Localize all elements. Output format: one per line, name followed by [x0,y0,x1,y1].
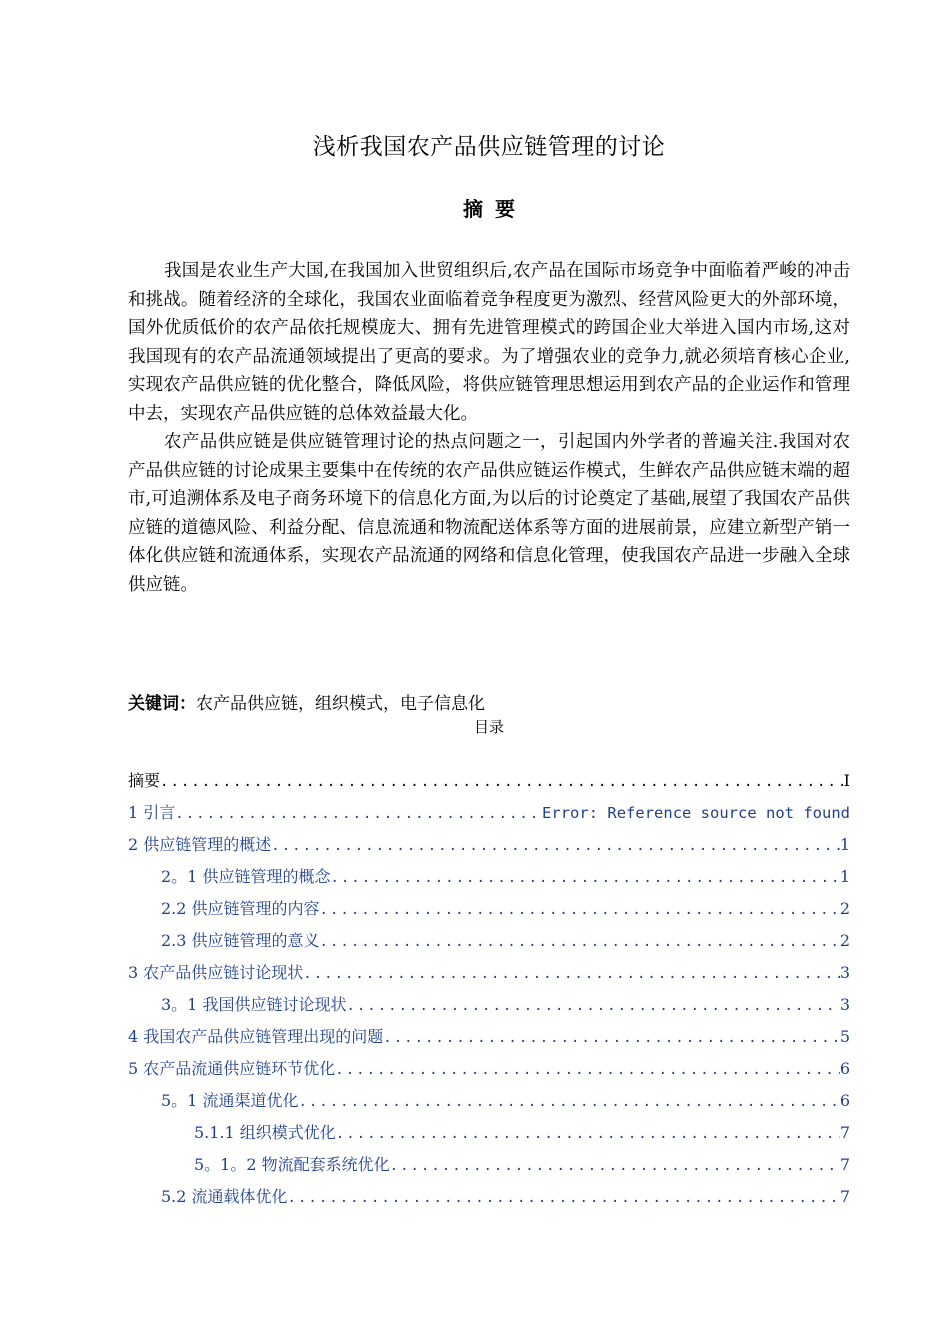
toc-entry-page: 6 [839,1091,850,1110]
toc-entry-label: 2.3 供应链管理的意义 [161,931,320,950]
toc-entry-5-1-2[interactable] [128,1152,850,1184]
toc-entry-page: 1 [839,835,850,854]
toc-entry-label: 1 引言 [128,803,176,822]
toc-dot-leader [298,1094,839,1110]
toc-entry-label: 3。1 我国供应链讨论现状 [161,995,347,1014]
toc-entry-2-3[interactable] [128,928,850,960]
toc-title: 目录 [473,718,504,736]
toc-entry-page: 2 [839,931,850,950]
abstract-paragraph: 农产品供应链是供应链管理讨论的热点问题之一，引起国内外学者的普遍关注.我国对农产品供应链的讨论成果主要集中在传统的农产品供应链运作模式，生鲜农产品供应链末端的超市,可追溯体系及电子商务环境下的信息化方面,为以后的讨论奠定了基础,展望了我国农产品供应链的道德风险、利益分配、信息流通和物流配送体系等方面的进展前景，应建立新型产销一体化供应链和流通体系，实现农产品流通的网络和信息化管理，使我国农产品进一步融入全球供应链。 [128,432,850,595]
toc-dot-leader [320,902,840,918]
toc-entry-abstract[interactable] [128,768,850,800]
toc-entry-label: 2。1 供应链管理的概念 [161,867,331,886]
toc-entry-4[interactable] [128,1024,850,1056]
toc-entry-2[interactable] [128,832,850,864]
toc-entry-label: 3 农产品供应链讨论现状 [128,963,304,982]
toc-entry-label: 5。1 流通渠道优化 [161,1091,299,1110]
keywords-line [128,689,485,714]
toc-entry-page: 7 [839,1155,850,1174]
toc-entry-1[interactable] [128,800,850,832]
abstract-heading [0,193,950,222]
toc-entry-page: 3 [839,995,850,1014]
toc-dot-leader [335,1062,840,1078]
toc-entry-label: 2.2 供应链管理的内容 [161,899,320,918]
toc-entry-page: 5 [839,1027,850,1046]
toc-entry-3-1[interactable] [128,992,850,1024]
toc-dot-leader [346,998,839,1014]
toc-entry-page: 1 [839,867,850,886]
toc-entry-label: 5 农产品流通供应链环节优化 [128,1059,336,1078]
toc-entry-page: I [843,771,850,790]
toc-entry-5[interactable] [128,1056,850,1088]
toc-dot-leader [330,870,839,886]
toc-entry-label: 5。1。2 物流配套系统优化 [194,1155,390,1174]
toc-entry-2-1[interactable] [128,864,850,896]
abstract-body [128,257,850,599]
toc-entry-page: 3 [839,963,850,982]
toc-entry-label: 4 我国农产品供应链管理出现的问题 [128,1027,384,1046]
toc-entry-page: 6 [839,1059,850,1078]
toc-dot-leader [303,966,840,982]
toc-entry-3[interactable] [128,960,850,992]
toc-entry-page: 7 [839,1187,850,1206]
toc-entry-2-2[interactable] [128,896,850,928]
toc-entry-5-1[interactable] [128,1088,850,1120]
keywords-value: 农产品供应链，组织模式，电子信息化 [196,694,485,714]
toc-entry-label: 摘要 [128,771,161,790]
keywords-label: 关键词： [128,694,196,714]
abstract-paragraph: 我国是农业生产大国,在我国加入世贸组织后,农产品在国际市场竞争中面临着严峻的冲击和挑战。随着经济的全球化，我国农业面临着竞争程度更为激烈、经营风险更大的外部环境，国外优质低价的农产品依托规模庞大、拥有先进管理模式的跨国企业大举进入国内市场,这对我国现有的农产品流通领域提出了更高的要求。为了增强农业的竞争力,就必须培育核心企业,实现农产品供应链的优化整合，降低风险，将供应链管理思想运用到农产品的企业运作和管理中去，实现农产品供应链的总体效益最大化。 [128,261,850,424]
abstract-heading-char: 要 [495,197,515,221]
toc-entry-label: 5.1.1 组织模式优化 [194,1123,336,1142]
toc-dot-leader [288,1190,840,1206]
toc-entry-5-2[interactable] [128,1184,850,1216]
table-of-contents [128,768,850,1216]
toc-entry-page: Error: Reference source not found [542,804,850,822]
toc-entry-page: 7 [839,1123,850,1142]
abstract-heading-char: 摘 [463,197,483,221]
toc-entry-page: 2 [839,899,850,918]
toc-dot-leader [383,1030,840,1046]
document-title: 浅析我国农产品供应链管理的讨论 [312,134,666,160]
toc-dot-leader [160,774,844,790]
toc-dot-leader [271,838,840,854]
toc-entry-5-1-1[interactable] [128,1120,850,1152]
toc-entry-label: 2 供应链管理的概述 [128,835,272,854]
toc-dot-leader [320,934,840,950]
toc-dot-leader [390,1158,840,1174]
toc-dot-leader [175,806,542,822]
toc-entry-label: 5.2 流通载体优化 [161,1187,288,1206]
toc-dot-leader [336,1126,840,1142]
